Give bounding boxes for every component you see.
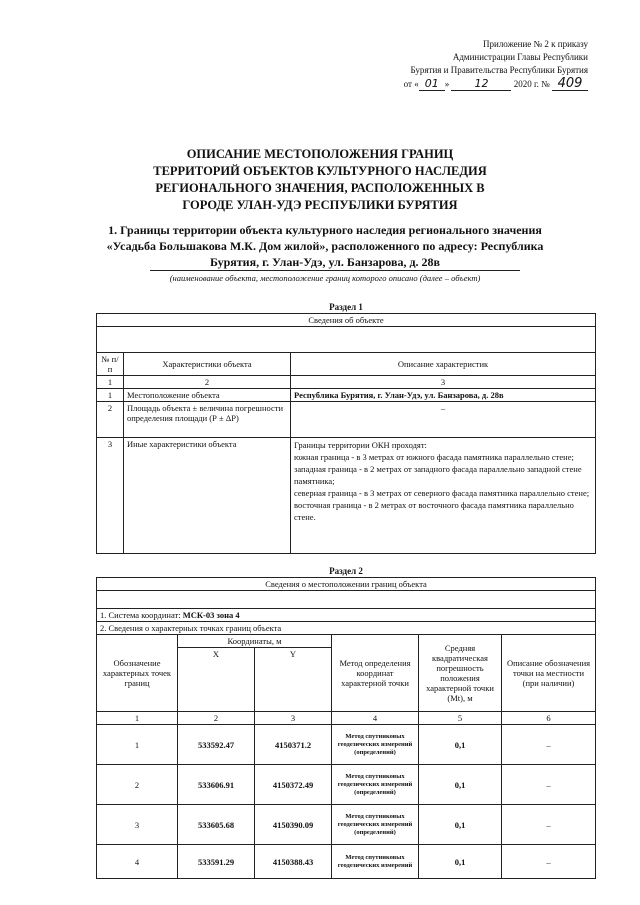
col-mark-header: Описание обозначения точки на местности (при наличии)	[502, 635, 596, 712]
section-1-table: Сведения об объекте № п/п Характеристики объекта Описание характеристик 1 2 3 1 Местоположение объекта Республика Бурятия, г. Улан-Удэ, ул. Банзарова, д. 28в 2 Площадь объекта ± величина погрешности определения площади (Р ± ΔР) – 3 Иные характеристики объекта Границы территории ОКН проходят: южная граница - в 3 метрах от южного фасада памятника параллельно стене; западная граница - в 2 метрах от западного фасада параллельно западной стене памятника; северная граница - в 3 метрах от северного фасада памятника параллельно стене; восточная граница - в 2 метрах от восточного фасада памятника параллельно стене.	[96, 313, 596, 554]
object-heading: 1. Границы территории объекта культурного наследия регионального значения «Усадьба Большакова М.К. Дом жилой», расположенного по адресу: Республика Бурятия, г. Улан-Удэ, ул. Банзарова, д. 28в	[106, 223, 544, 269]
date-month: 12	[451, 77, 511, 91]
appendix-line-2: Администрации Главы Республики	[452, 52, 588, 62]
section-1-label: Раздел 1	[329, 302, 363, 312]
table-row: 3 Иные характеристики объекта Границы территории ОКН проходят: южная граница - в 3 метрах от южного фасада памятника параллельно стене; западная граница - в 2 метрах от западного фасада параллельно западной стене памятника; северная граница - в 3 метрах от северного фасада памятника параллельно стене; восточная граница - в 2 метрах от восточного фасада памятника параллельно стене.	[97, 438, 596, 554]
object-heading-note: (наименование объекта, местоположение границ которого описано (далее – объект)	[169, 273, 481, 283]
col-characteristics-header: Характеристики объекта	[124, 353, 291, 376]
coordinate-system: 1. Система координат: МСК-03 зона 4	[97, 609, 596, 622]
table-row: 1 Местоположение объекта Республика Бурятия, г. Улан-Удэ, ул. Банзарова, д. 28в	[97, 389, 596, 402]
object-heading-underline	[150, 270, 520, 271]
table-row: 3 533605.68 4150390.09 Метод спутниковых геодезических измерений (определений) 0,1 –	[97, 805, 596, 845]
date-day: 01	[419, 77, 445, 91]
col-coords-header: Координаты, м	[178, 635, 332, 648]
appendix-line-3: Бурятия и Правительства Республики Бурятия	[410, 65, 588, 75]
col-point-header: Обозначение характерных точек границ	[97, 635, 178, 712]
section-2-label: Раздел 2	[329, 566, 363, 576]
col-y-header: Y	[255, 648, 332, 712]
col-x-header: X	[178, 648, 255, 712]
appendix-line-1: Приложение № 2 к приказу	[483, 39, 588, 49]
table-row: 2 Площадь объекта ± величина погрешности определения площади (Р ± ΔР) –	[97, 402, 596, 438]
col-num-header: № п/п	[97, 353, 124, 376]
section-2-table: Сведения о местоположении границ объекта 1. Система координат: МСК-03 зона 4 2. Сведения о характерных точках границ объекта Обозначение характерных точек границ Координаты, м Метод определения координат характерной точки Средняя квадратическая погрешность положения характерной точки (Mt), м Описание обозначения точки на местности (при наличии) X Y 1 2 3 4 5 6 1 533592.47 4150371.2 Метод спутниковых геодезических измерений (определений) 0,1 – 2 533606.91 4150372.49 Метод спутниковых геодезических измерений (определений) 0,1 – 3 533605.68 4150390.09 Метод спутниковых геодезических измерений (определений) 0,1 – 4 533591.29 4150388.43 Метод спутниковых геодезических измерений 0,1 –	[96, 577, 596, 879]
points-caption: 2. Сведения о характерных точках границ объекта	[97, 622, 596, 635]
col-method-header: Метод определения координат характерной точки	[332, 635, 419, 712]
table-row: 1 533592.47 4150371.2 Метод спутниковых геодезических измерений (определений) 0,1 –	[97, 725, 596, 765]
order-number: 409	[552, 77, 588, 91]
appendix-date-line: от « 01 » 12 2020 г. № 409	[404, 77, 588, 91]
col-error-header: Средняя квадратическая погрешность положения характерной точки (Mt), м	[419, 635, 502, 712]
order-appendix-note	[404, 38, 588, 91]
col-description-header: Описание характеристик	[291, 353, 596, 376]
section-1-caption: Сведения об объекте	[97, 314, 596, 327]
section-2-caption: Сведения о местоположении границ объекта	[97, 578, 596, 591]
table-row: 4 533591.29 4150388.43 Метод спутниковых геодезических измерений 0,1 –	[97, 845, 596, 879]
document-title: ОПИСАНИЕ МЕСТОПОЛОЖЕНИЯ ГРАНИЦ ТЕРРИТОРИЙ ОБЪЕКТОВ КУЛЬТУРНОГО НАСЛЕДИЯ РЕГИОНАЛЬНОГО ЗНАЧЕНИЯ, РАСПОЛОЖЕННЫХ В ГОРОДЕ УЛАН-УДЭ РЕСПУБЛИКИ БУРЯТИЯ	[153, 147, 487, 212]
table-row: 2 533606.91 4150372.49 Метод спутниковых геодезических измерений (определений) 0,1 –	[97, 765, 596, 805]
